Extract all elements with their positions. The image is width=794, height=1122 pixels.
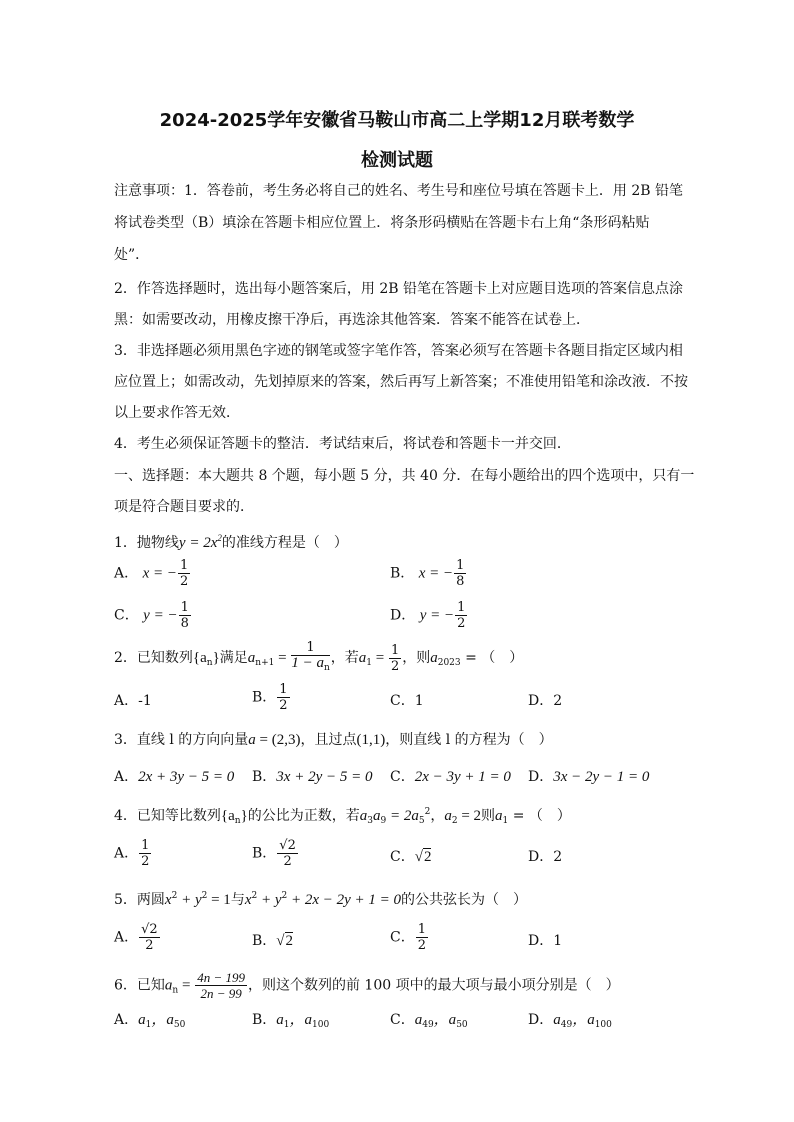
q1-option-b: B． x = − $\frac{1}{8}$ (390, 558, 465, 589)
note-line: 应位置上；如需改动，先划掉原来的答案，然后再写上新答案；不准使用铅笔和涂改液．不按 (114, 374, 688, 390)
note-line: 4．考生必须保证答题卡的整洁．考试结束后，将试卷和答题卡一并交回． (114, 436, 571, 452)
note-line: 注意事项：1．答卷前，考生务必将自己的姓名、考生号和座位号填在答题卡上．用 2B 铅笔 (114, 183, 684, 199)
q5-option-c: C． $\frac{1}{2}$ (390, 922, 426, 953)
q5-option-b: B．√2 (252, 933, 294, 949)
note-line: 黑：如需要改动，用橡皮擦干净后，再选涂其他答案．答案不能答在试卷上． (114, 312, 590, 328)
q3-option-b: B．3x + 2y − 5 = 0 (252, 769, 373, 785)
note-line: 将试卷类型（B）填涂在答题卡相应位置上．将条形码横贴在答题卡右上角“条形码粘贴 (114, 215, 650, 231)
q4-option-d: D．2 (528, 849, 563, 865)
q6-option-c: C．$a_{49}$，$a_{50}$ (390, 1012, 468, 1030)
title-line-2: 检测试题 (361, 150, 433, 171)
q1-option-d: D． y = − $\frac{1}{2}$ (390, 600, 466, 631)
q4-option-c: C．√2 (390, 849, 432, 865)
note-line: 处”． (114, 247, 150, 263)
q5-option-a: A． $\frac{√2}{2}$ (114, 922, 158, 953)
question-5: 5．两圆$x^2 + y^2 = 1$与$x^2 + y^2 + 2x - 2y + 1 = 0$的公共弦长为（ ） (114, 891, 528, 908)
q5-option-d: D．1 (528, 933, 563, 949)
note-line: 3．非选择题必须用黑色字迹的钢笔或签字笔作答，答案必须写在答题卡各题目指定区域内相 (114, 343, 683, 359)
q4-option-b: B． $\frac{√2}{2}$ (252, 838, 296, 869)
q6-option-d: D．$a_{49}$，$a_{100}$ (528, 1012, 612, 1030)
q2-option-c: C．1 (390, 693, 424, 709)
q2-option-d: D．2 (528, 693, 563, 709)
question-6: 6．已知$a_n$ = $\frac{4n - 199}{2n - 99}$ ，则这个数列的前 100 项中的最大项与最小项分别是（ ） (114, 970, 620, 1001)
section-heading: 一、选择题：本大题共 8 个题，每小题 5 分，共 40 分．在每小题给出的四个选项中，只有一 (114, 468, 695, 484)
question-1: 1．抛物线$y = 2x^2$的准线方程是（ ） (114, 533, 348, 551)
q3-option-c: C．2x − 3y + 1 = 0 (390, 769, 511, 785)
q6-option-b: B．$a_1$，$a_{100}$ (252, 1012, 330, 1030)
q1-option-c: C． y = − $\frac{1}{8}$ (114, 600, 189, 631)
q3-option-d: D．3x − 2y − 1 = 0 (528, 769, 650, 785)
q3-option-a: A．2x + 3y − 5 = 0 (114, 769, 235, 785)
title-line-1: 2024-2025学年安徽省马鞍山市高二上学期12月联考数学 (159, 110, 635, 131)
note-line: 2．作答选择题时，选出每小题答案后，用 2B 铅笔在答题卡上对应题目选项的答案信息点涂 (114, 281, 684, 297)
question-4: 4．已知等比数列$\{a_n\}$的公比为正数，若$a_3a_9 = 2a_5^2$，$a_2 = 2$则$a_1$ = （ ） (114, 807, 571, 826)
q2-option-a: A．-1 (114, 693, 152, 709)
question-2: 2．已知数列$\{a_n\}$满足$a_{n+1}$ = $\frac{1}{1 - a_n}$ ，若$a_1$ = $\frac{1}{2}$ ，则$a_{2023}$ = （ ） (114, 640, 524, 674)
question-3: 3．直线 l 的方向向量a = (2,3)，且过点(1,1)，则直线 l 的方程为（ ） (114, 732, 553, 748)
q4-option-a: A． $\frac{1}{2}$ (114, 838, 150, 869)
q2-option-b: B． $\frac{1}{2}$ (252, 682, 288, 713)
q6-option-a: A．$a_1$，$a_{50}$ (114, 1012, 186, 1030)
q1-option-a: A． x = − $\frac{1}{2}$ (114, 558, 189, 589)
section-heading: 项是符合题目要求的． (114, 499, 254, 515)
note-line: 以上要求作答无效． (114, 405, 240, 421)
